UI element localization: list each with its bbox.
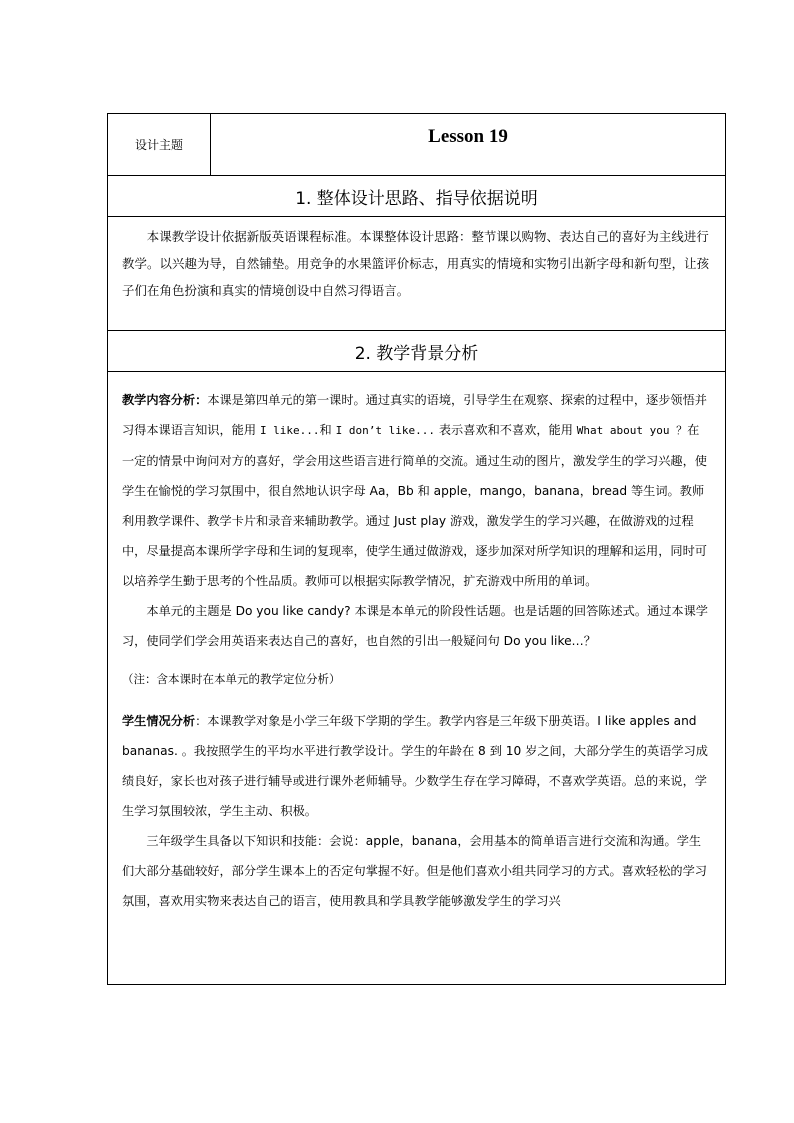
section1-body — [108, 217, 725, 331]
code-what-about-you: What about you ？ — [576, 424, 688, 437]
lesson-plan-table — [107, 113, 726, 985]
section2-heading: 2. 教学背景分析 — [108, 331, 725, 372]
section1-heading: 1. 整体设计思路、指导依据说明 — [108, 176, 725, 217]
note-text: （注：含本课时在本单元的教学定位分析） — [122, 672, 341, 686]
content-analysis-paragraph — [122, 385, 711, 596]
content-text-b: 和 — [319, 423, 336, 437]
section2-body — [108, 372, 725, 984]
content-text-a: 本课是第四单元的第一课时。通过真实的语境，引导学生在观察、探索的过程中，逐步领悟并习得本课语言知识，能用 — [122, 393, 707, 437]
lesson-title: Lesson 19 — [428, 126, 508, 147]
unit-theme-paragraph: 本单元的主题是 Do you like candy? 本课是本单元的阶段性话题。也是话题的回答陈述式。通过本课学习，使同学们学会用英语来表达自己的喜好，也自然的引出一般疑问句 Do you like…？ — [122, 604, 708, 648]
skills-paragraph: 三年级学生具备以下知识和技能：会说：apple，banana，会用基本的简单语言进行交流和沟通。学生们大部分基础较好，部分学生课本上的否定句掌握不好。但是他们喜欢小组共同学习的方式。喜欢轻松的学习氛围，喜欢用实物来表达自己的语言，使用教具和学具教学能够激发学生的学习兴 — [122, 834, 707, 908]
code-i-dont-like: I don’t like... — [335, 424, 435, 437]
content-text-d: 在一定的情景中询问对方的喜好，学会用这些语言进行简单的交流。通过生动的图片，激发学生的学习兴趣，使学生在愉悦的学习氛围中，很自然地认识字母 Aa，Bb 和 apple，mango，banana，bread 等生词。教师利用教学课件、教学卡片和录音来辅助教学。通过 Just play 游戏，激发学生的学习兴趣，在做游戏的过程中，尽量提高本课所学字母和生词的复现率，使学生通过做游戏，逐步加深对所学知识的理解和运用，同时可以培养学生勤于思考的个性品质。教师可以根据实际教学情况，扩充游戏中所用的单词。 — [122, 423, 707, 588]
content-analysis-label: 教学内容分析： — [122, 393, 208, 407]
student-analysis-paragraph — [122, 706, 711, 826]
student-analysis-label: 学生情况分析 — [122, 714, 196, 728]
code-i-like: I like... — [259, 424, 320, 437]
student-analysis-text: ：本课教学对象是小学三年级下学期的学生。教学内容是三年级下册英语。I like apples and bananas. 。我按照学生的平均水平进行教学设计。学生的年龄在 8 到 10 岁之间，大部分学生的英语学习成绩良好，家长也对孩子进行辅导或进行课外老师辅导。少数学生存在学习障碍，不喜欢学英语。总的来说，学生学习氛围较浓，学生主动、积极。 — [122, 714, 708, 818]
title-row — [108, 114, 725, 176]
content-text-c: 表示喜欢和不喜欢，能用 — [434, 423, 577, 437]
design-theme-label: 设计主题 — [108, 114, 211, 175]
section1-paragraph: 本课教学设计依据新版英语课程标准。本课整体设计思路：整节课以购物、表达自己的喜好为主线进行教学。以兴趣为导，自然铺垫。用竞争的水果篮评价标志，用真实的情境和实物引出新字母和新句型，让孩子们在角色扮演和真实的情境创设中自然习得语言。 — [122, 229, 710, 298]
